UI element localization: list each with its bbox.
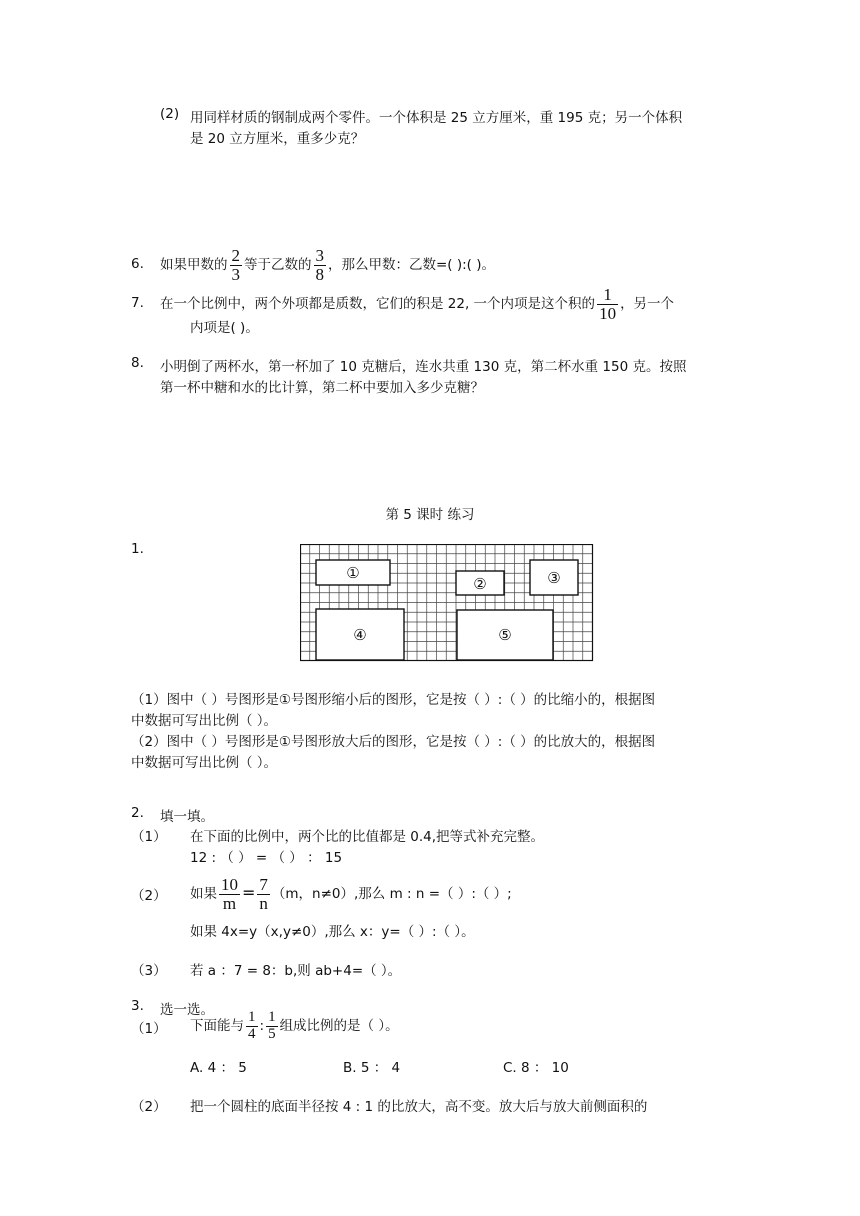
sub-question-text: [190, 1006, 399, 1046]
section-title: 第 5 课时 练习: [385, 507, 475, 523]
sub-question-text: 中数据可写出比例（ ）。: [131, 755, 278, 771]
equals-sign: =: [242, 883, 256, 902]
equation-line: [190, 873, 512, 914]
question-text-line: 用同样材质的钢制成两个零件。一个体积是 25 立方厘米，重 195 克；另一个体积: [190, 110, 683, 126]
problem-heading: 选一选。: [160, 1002, 214, 1018]
fraction: $\frac{3}{8}$: [315, 245, 324, 284]
question-text: （m，n≠0）,那么 m : n =（ ）:（ ）;: [271, 886, 512, 902]
question-text: 如果甲数的: [160, 257, 228, 273]
shape-label: ②: [473, 575, 487, 593]
question-text: ，另一个: [620, 296, 675, 312]
sub-number: （3）: [131, 963, 167, 979]
sub-number: （1）: [131, 829, 167, 845]
sub-number: （2）: [131, 888, 167, 904]
question-number: 6.: [131, 256, 144, 272]
option-a: A. 4 ： 5: [190, 1060, 247, 1076]
sub-question-text: （1）图中（ ）号图形是①号图形缩小后的图形，它是按（ ）:（ ）的比缩小的，根据图: [131, 692, 656, 708]
question-text: 下面能与: [190, 1018, 244, 1034]
fraction: $\frac{7}{n}$: [259, 874, 268, 913]
fraction: $\frac{1}{4}$: [248, 1008, 256, 1042]
question-text: 组成比例的是（ ）。: [279, 1018, 399, 1034]
problem-number: 3.: [131, 998, 144, 1014]
colon: :: [259, 1018, 265, 1034]
sub-question-text: （2）图中（ ）号图形是①号图形放大后的图形，它是按（ ）:（ ）的比放大的，根据图: [131, 734, 656, 750]
option-c: C. 8 ： 10: [503, 1060, 569, 1076]
sub-question-text: 在下面的比例中，两个比的比值都是 0.4,把等式补充完整。: [190, 829, 545, 845]
sub-question-text: 中数据可写出比例（ ）。: [131, 713, 278, 729]
shape-label: ④: [353, 626, 367, 644]
shape-label: ①: [346, 564, 360, 582]
question-number: 8.: [131, 355, 144, 371]
question-text: 如果: [190, 886, 217, 902]
shape-label: ⑤: [498, 626, 512, 644]
problem-number: 2.: [131, 805, 144, 821]
fraction: $\frac{1}{10}$: [599, 284, 617, 323]
fraction: $\frac{2}{3}$: [231, 245, 240, 284]
shape-label: ③: [547, 569, 561, 587]
option-b: B. 5 ： 4: [343, 1060, 401, 1076]
question-text-line: 是 20 立方厘米，重多少克？: [190, 131, 365, 147]
sub-question-text: 把一个圆柱的底面半径按 4 : 1 的比放大，高不变。放大后与放大前侧面积的: [190, 1099, 648, 1115]
question-text: 在一个比例中，两个外项都是质数，它们的积是 22, 一个内项是这个积的: [160, 296, 596, 312]
fraction: $\frac{1}{5}$: [268, 1008, 276, 1042]
problem-heading: 填一填。: [160, 809, 214, 825]
grid-figure: [300, 544, 594, 662]
question-text-line: 内项是( )。: [190, 320, 259, 336]
fraction: $\frac{10}{m}$: [221, 874, 238, 913]
equation-line: 如果 4x=y（x,y≠0）,那么 x：y=（ ）:（ ）。: [190, 924, 475, 940]
question-number: (2): [160, 106, 180, 122]
question-6-text: [160, 245, 495, 285]
problem-number: 1.: [131, 541, 144, 557]
sub-question-text: 若 a ：7 = 8：b,则 ab+4=（ ）。: [190, 963, 402, 979]
question-number: 7.: [131, 295, 144, 311]
question-text: ，那么甲数：乙数=( ):( )。: [328, 257, 496, 273]
question-text: 等于乙数的: [244, 257, 312, 273]
sub-number: （1）: [131, 1021, 167, 1037]
question-text-line: 小明倒了两杯水，第一杯加了 10 克糖后，连水共重 130 克，第二杯水重 150 克。按照: [160, 359, 687, 375]
question-text-line: 第一杯中糖和水的比计算，第二杯中要加入多少克糖？: [160, 380, 484, 396]
equation-line: 12 : （ ） = （ ） ： 15: [190, 850, 343, 866]
sub-number: （2）: [131, 1099, 167, 1115]
